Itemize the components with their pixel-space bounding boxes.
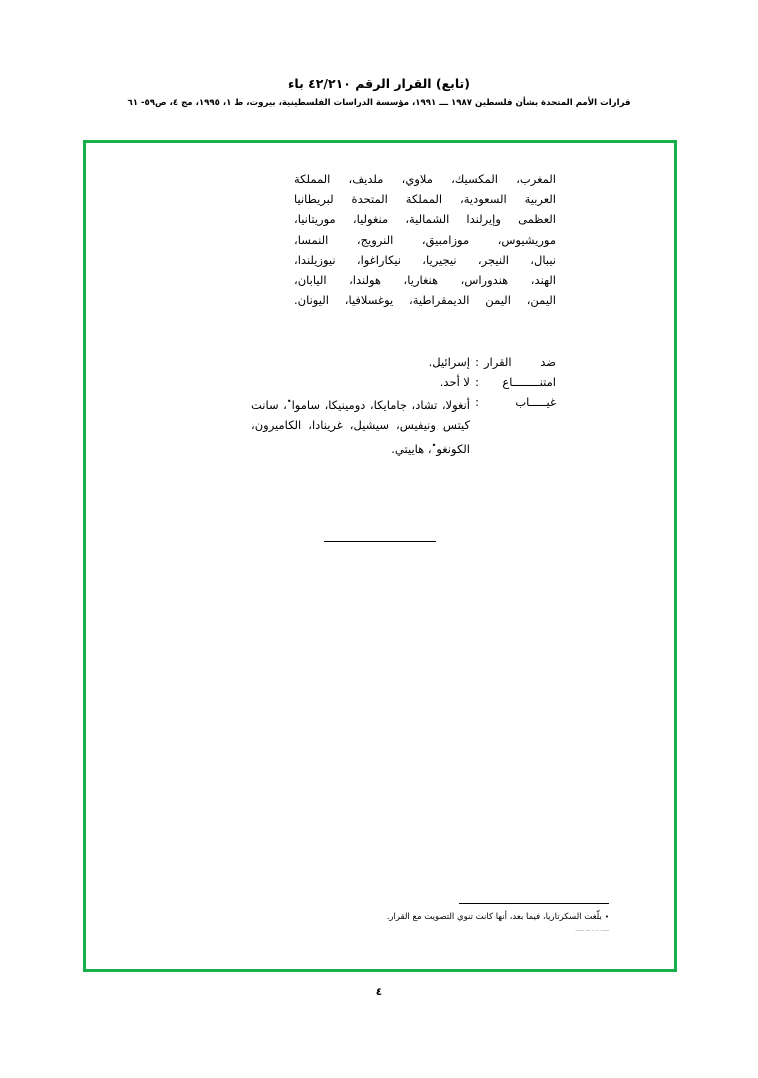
absent-line [251,436,470,459]
page-title: (تابع) القرار الرقم ٤٢/٢١٠ باء [288,76,470,91]
country-list-line: العربية السعودية، المملكة المتحدة لبريطانيا [294,192,556,207]
footnote-marker-icon: • [286,397,292,407]
vote-label: ضد القرار [484,355,556,369]
absent-line-suffix: ، هاييتي. [391,441,432,456]
footnote-marker-icon: • [431,440,437,450]
footnote [234,903,609,933]
vote-value [251,392,470,458]
country-list-line: موريشيوس، موزامبيق، النرويج، النمسا، [294,232,556,247]
vote-label: غيـــــاب [515,395,556,410]
country-list-line: اليمن، اليمن الديمقراطية، يوغسلافيا، اليونان. [294,293,556,308]
vote-row-absent [251,392,556,458]
absent-line [251,398,470,412]
country-list [294,169,556,310]
country-list-line: المغرب، المكسيك، ملاوي، ملديف، المملكة [294,172,556,186]
vote-results [251,352,556,459]
footnote-divider [459,903,609,904]
page-number: ٤ [375,986,383,998]
vote-colon: : [475,395,479,410]
vote-row-abstained [251,372,556,392]
country-list-line: نيبال، النيجر، نيجيريا، نيكاراغوا، نيوزيلندا، [294,252,556,267]
footnote-text [234,911,609,924]
footnote-body: بلّغت السكرتاريا، فيما بعد، أنها كانت تنوي التصويت مع القرار. [386,912,602,923]
footnote-artifact: ــــ ـ ـ ــ ــــ [575,925,609,933]
vote-row-against [251,352,556,372]
content-body [86,169,674,969]
content-frame [83,140,677,972]
vote-label: امتنــــــــاع [502,375,556,390]
vote-colon: : [475,355,479,369]
section-divider [86,527,674,546]
absent-line: كيتس ونيفيس، سيشيل، غرينادا، الكاميرون، [251,418,470,433]
footnote-bullet-icon: • [604,912,609,921]
absent-line-suffix: ، سانت [251,398,287,413]
vote-value: إسرائيل. [428,355,470,369]
vote-colon: : [475,375,479,390]
country-list-line: الهند، هندوراس، هنغاريا، هولندا، اليابان، [294,273,556,288]
document-header [0,76,758,108]
absent-line-text: أنغولا، تشاد، جامايكا، دومينيكا، ساموا [291,398,470,413]
vote-value: لا أحد. [439,375,470,390]
absent-line-text: الكونغو [436,441,470,456]
source-citation: قرارات الأمم المتحدة بشأن فلسطين ١٩٨٧ ـــ ١٩٩١، مؤسسة الدراسات الفلسطينية، بيروت، ط ١، ١٩٩٥، مج ٤، ص٥٩- ٦١ [127,98,631,108]
country-list-line: العظمى وإيرلندا الشمالية، منغوليا، موريتانيا، [294,212,556,227]
